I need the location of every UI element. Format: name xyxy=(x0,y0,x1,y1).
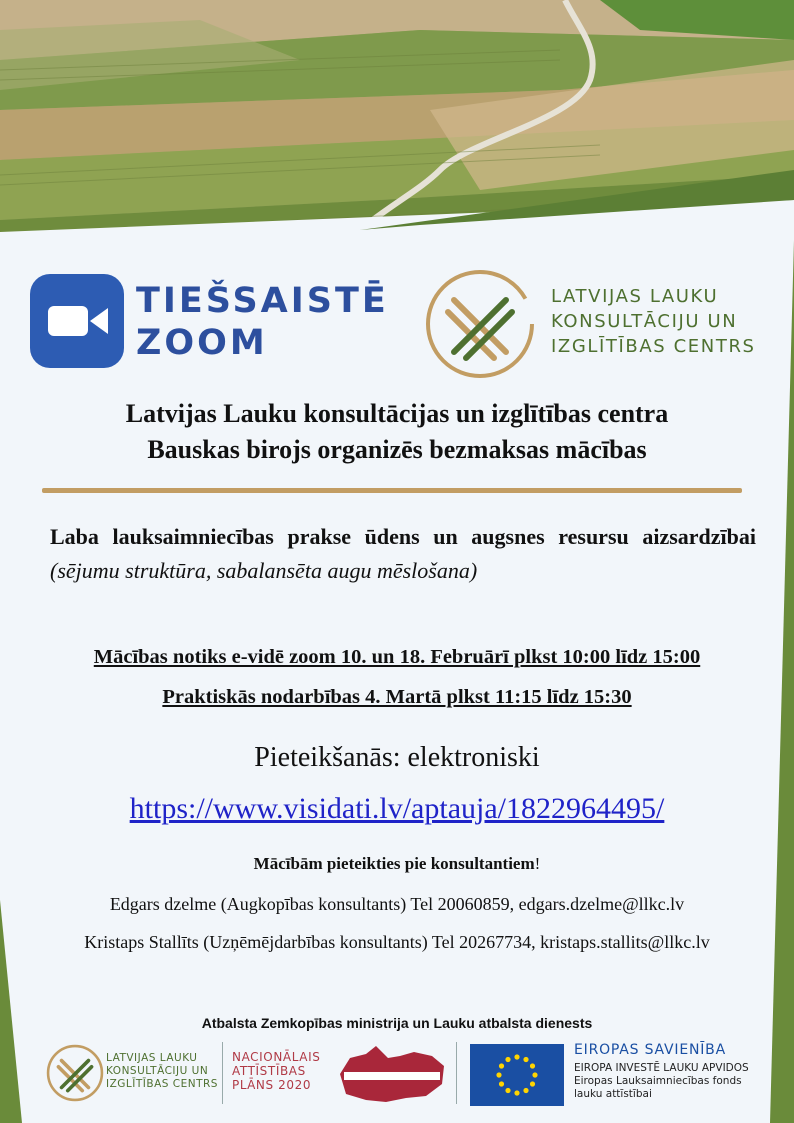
title-line1: Latvijas Lauku konsultācijas un izglītības centra xyxy=(125,399,669,428)
course-description xyxy=(50,520,756,588)
contact-kristaps: Kristaps Stallīts (Uzņēmējdarbības konsultants) Tel 20267734, kristaps.stallits@llkc.lv xyxy=(84,932,710,952)
schedule-online: Mācības notiks e-vidē zoom 10. un 18. Februārī plkst 10:00 līdz 15:00 xyxy=(93,646,701,668)
online-zoom-label xyxy=(136,280,389,364)
contacts-heading-text: Mācībām pieteikties pie konsultantiem xyxy=(253,854,535,873)
llkc-name-line3: IZGLĪTĪBAS CENTRS xyxy=(551,336,756,357)
video-camera-lens-icon xyxy=(90,308,108,334)
course-name: Laba lauksaimniecības prakse ūdens un augsnes resursu aizsardzībai xyxy=(50,524,756,549)
eu-flag-icon xyxy=(470,1044,564,1106)
footer-llkc-logo-icon xyxy=(46,1044,104,1102)
llkc-name-line2: KONSULTĀCIJU UN xyxy=(551,311,738,332)
nap-line2: ATTĪSTĪBAS xyxy=(232,1064,306,1078)
footer-separator xyxy=(222,1042,223,1104)
footer-llkc-line3: IZGLĪTĪBAS CENTRS xyxy=(106,1078,218,1090)
llkc-name-line1: LATVIJAS LAUKU xyxy=(551,286,719,307)
eu-line2: Eiropas Lauksaimniecības fonds xyxy=(574,1075,742,1087)
contact-edgars: Edgars dzelme (Augkopības konsultants) Tel 20060859, edgars.dzelme@llkc.lv xyxy=(109,894,685,914)
footer-llkc-name xyxy=(106,1052,218,1091)
schedule-practical: Praktiskās nodarbības 4. Martā plkst 11:15 līdz 15:30 xyxy=(162,686,632,708)
eu-title: EIROPAS SAVIENĪBA xyxy=(574,1042,726,1058)
zoom-logo xyxy=(30,274,124,368)
contacts-heading-mark: ! xyxy=(534,854,541,873)
footer-support-text: Atbalsta Zemkopības ministrija un Lauku atbalsta dienests xyxy=(201,1015,593,1031)
footer-llkc-line1: LATVIJAS LAUKU xyxy=(106,1052,198,1064)
footer-logos xyxy=(0,1040,794,1110)
hero-field-image xyxy=(0,0,794,262)
title-line2: Bauskas birojs organizēs bezmaksas mācības xyxy=(147,435,647,464)
video-camera-icon xyxy=(48,306,88,336)
footer-separator xyxy=(456,1042,457,1104)
page-title xyxy=(0,396,794,468)
registration-link[interactable]: https://www.visidati.lv/aptauja/1822964495/ xyxy=(129,792,665,825)
logo-row xyxy=(0,268,794,378)
llkc-name xyxy=(551,284,756,359)
llkc-logo-icon xyxy=(424,268,536,380)
eu-line3: lauku attīstībai xyxy=(574,1088,652,1100)
latvia-map-icon xyxy=(336,1044,448,1106)
online-label: TIEŠSAISTĒ xyxy=(136,281,389,321)
nap-line1: NACIONĀLAIS xyxy=(232,1050,321,1064)
nap-name xyxy=(232,1050,320,1092)
divider xyxy=(42,488,742,493)
eu-line1: EIROPA INVESTĒ LAUKU APVIDOS xyxy=(574,1062,749,1074)
contacts-heading xyxy=(0,854,794,874)
eu-subtitle xyxy=(574,1062,749,1101)
course-details: (sējumu struktūra, sabalansēta augu mēslošana) xyxy=(50,558,478,583)
zoom-label: ZOOM xyxy=(136,323,268,363)
registration-label: Pieteikšanās: elektroniski xyxy=(254,742,540,773)
nap-line3: PLĀNS 2020 xyxy=(232,1078,312,1092)
footer-llkc-line2: KONSULTĀCIJU UN xyxy=(106,1065,209,1077)
